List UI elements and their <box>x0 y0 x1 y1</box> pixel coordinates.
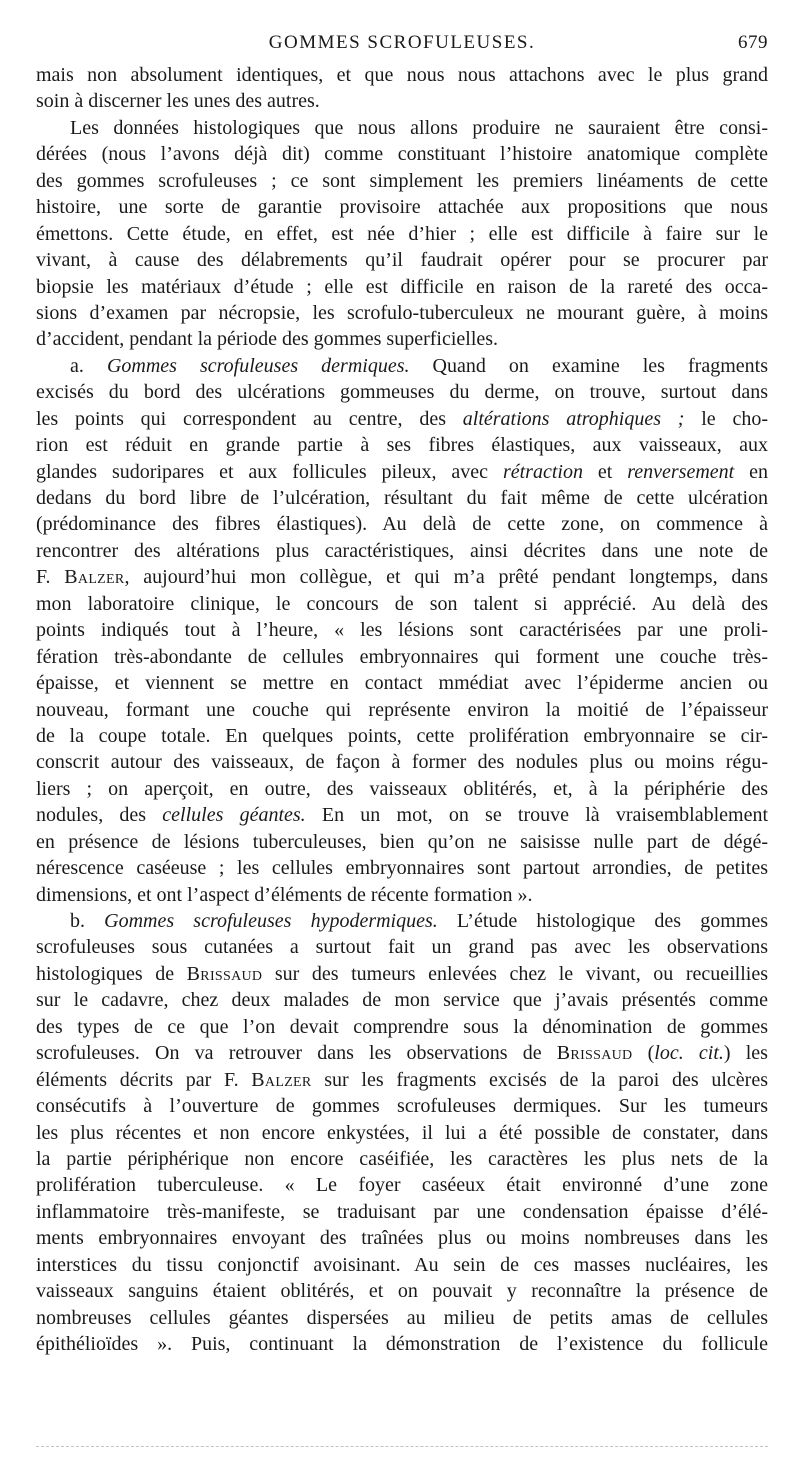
running-head <box>36 32 768 58</box>
text-line: épaisse, et viennent se mettre en contact mmédiat avec l’épiderme ancien ou <box>36 672 768 695</box>
text-run: ) les <box>723 1042 768 1065</box>
footer-rule <box>36 1446 768 1447</box>
section-label: a. <box>70 354 107 377</box>
text-line <box>36 564 768 590</box>
text-line: interstices du tissu conjonctif avoisinant. Au sein de ces masses nucléaires, les <box>36 1253 768 1276</box>
italic-term: rétraction <box>502 460 583 483</box>
text-line: ments embryonnaires envoyant des traînées plus ou moins nombreuses dans les <box>36 1227 768 1250</box>
text-line: vaisseaux sanguins étaient oblitérés, et on pouvait y reconnaître la présence de <box>36 1280 768 1303</box>
text-run: en <box>734 460 768 483</box>
text-line: mais non absolument identiques, et que nous nous attachons avec le plus grand <box>36 64 768 86</box>
text-line: la partie périphérique non encore caséifiée, les caractères les plus nets de la <box>36 1147 768 1170</box>
text-run: et <box>582 460 628 483</box>
text-run: , aujourd’hui mon collègue, et qui m’a prêté pendant longtemps, dans <box>124 566 768 589</box>
text-line: nérescence caséeuse ; les cellules embryonnaires sont partout arrondies, de petites <box>36 857 768 880</box>
text-line: fération très-abondante de cellules embryonnaires qui forment une couche très- <box>36 645 768 668</box>
text-line: prolifération tuberculeuse. « Le foyer caséeux était environné d’une zone <box>36 1174 768 1197</box>
text-line <box>36 802 768 828</box>
text-line: points indiqués tout à l’heure, « les lésions sont caractérisées par une proli- <box>36 619 768 642</box>
author-name: Balzer <box>64 566 125 589</box>
text-line: rencontrer des altérations plus caractéristiques, ainsi décrites dans une note de <box>36 539 768 562</box>
text-line: conscrit autour des vaisseaux, de façon à former des nodules plus ou moins régu- <box>36 751 768 774</box>
text-line: nombreuses cellules géantes dispersées au milieu de petits amas de cellules <box>36 1306 768 1329</box>
text-line: scrofuleuses sous cutanées a surtout fait un grand pas avec les observations <box>36 936 768 959</box>
text-line: émettons. Cette étude, en effet, est née d’hier ; elle est difficile à faire sur le <box>36 222 768 245</box>
text-line: sur le cadavre, chez deux malades de mon service que j’avais présentés comme <box>36 989 768 1012</box>
text-line <box>36 459 768 485</box>
text-line: vivant, à cause des délabrements qu’il faudrait opérer pour se procurer par <box>36 249 768 272</box>
text-run: ( <box>632 1042 655 1065</box>
italic-term: cellules géantes. <box>162 804 306 827</box>
text-run: F. <box>36 566 65 589</box>
text-line <box>36 961 768 987</box>
text-line <box>36 1040 768 1066</box>
text-line: liers ; on aperçoit, en outre, des vaisseaux oblitérés, et, à la périphérie des <box>36 777 768 800</box>
text-line: histoire, une sorte de garantie provisoire attachée aux propositions que nous <box>36 196 768 219</box>
text-line: mon laboratoire clinique, le concours de son talent si apprécié. Au delà des <box>36 592 768 615</box>
page-number: 679 <box>738 32 768 53</box>
text-line: (prédominance des fibres élastiques). Au delà de cette zone, on commence à <box>36 513 768 536</box>
text-line: dérées (nous l’avons déjà dit) comme constituant l’histoire anatomique complète <box>36 143 768 166</box>
text-line: des gommes scrofuleuses ; ce sont simplement les premiers linéaments de cette <box>36 169 768 192</box>
section-heading: Gommes scrofuleuses hypodermiques. <box>104 910 438 932</box>
text-line: les plus récentes et non encore enkystées, il lui a été possible de constater, dans <box>36 1121 768 1144</box>
body-text <box>36 62 768 1357</box>
text-line: dimensions, et ont l’aspect d’éléments de récente formation ». <box>36 883 533 906</box>
text-run: le cho- <box>684 407 768 430</box>
text-line-section-b <box>36 908 768 934</box>
text-line: de la coupe totale. En quelques points, cette prolifération embryonnaire se cir- <box>36 724 768 747</box>
text-run: nodules, des <box>36 804 163 827</box>
running-title: GOMMES SCROFULEUSES. <box>268 32 536 53</box>
text-run: Quand on examine les fragments <box>409 354 768 377</box>
author-name: Brissaud <box>556 1042 633 1065</box>
text-run: histologiques de <box>36 962 187 985</box>
text-run: les points qui correspondent au centre, des <box>36 407 463 430</box>
text-line: excisés du bord des ulcérations gommeuses du derme, on trouve, surtout dans <box>36 381 768 404</box>
text-line: consécutifs à l’ouverture de gommes scrofuleuses dermiques. Sur les tumeurs <box>36 1095 768 1118</box>
text-line: rion est réduit en grande partie à ses fibres élastiques, aux vaisseaux, aux <box>36 434 768 457</box>
text-line <box>36 406 768 432</box>
italic-citation: loc. cit. <box>654 1042 724 1065</box>
text-run: L’étude histologique des gommes <box>437 910 768 932</box>
text-line: soin à discerner les unes des autres. <box>36 90 320 113</box>
text-line-section-a <box>36 353 768 379</box>
text-run: glandes sudoripares et aux follicules pileux, avec <box>36 460 503 483</box>
text-line: en présence de lésions tuberculeuses, bien qu’on ne saisisse nulle part de dégé- <box>36 830 768 853</box>
text-line: des types de ce que l’on devait comprendre sous la dénomination de gommes <box>36 1015 768 1038</box>
italic-term: altérations atrophiques ; <box>462 407 685 430</box>
text-line <box>36 1067 768 1093</box>
author-name: Brissaud <box>186 962 263 985</box>
text-line: Les données histologiques que nous allons produire ne sauraient être consi- <box>70 116 768 139</box>
author-name: Balzer <box>251 1068 312 1091</box>
text-line: inflammatoire très-manifeste, se traduisant par une condensation épaisse d’élé- <box>36 1200 768 1223</box>
section-label: b. <box>70 910 105 932</box>
text-line: biopsie les matériaux d’étude ; elle est difficile en raison de la rareté des occa- <box>36 275 768 298</box>
text-line: dedans du bord libre de l’ulcération, résultant du fait même de cette ulcération <box>36 487 768 509</box>
italic-term: renversement <box>627 460 735 483</box>
text-line: épithélioïdes ». Puis, continuant la démonstration de l’existence du follicule <box>36 1333 768 1355</box>
section-heading: Gommes scrofuleuses dermiques. <box>106 354 410 377</box>
text-run: sur les fragments excisés de la paroi des ulcères <box>311 1068 768 1091</box>
text-run: En un mot, on se trouve là vraisemblablement <box>305 804 768 827</box>
text-run: sur des tumeurs enlevées chez le vivant, ou recueillies <box>262 962 768 985</box>
text-run: scrofuleuses. On va retrouver dans les observations de <box>36 1042 557 1065</box>
text-line: d’accident, pendant la période des gommes superficielles. <box>36 328 499 351</box>
text-run: éléments décrits par F. <box>36 1068 252 1091</box>
text-line: nouveau, formant une couche qui représente environ la moitié de l’épaisseur <box>36 698 768 721</box>
text-line: sions d’examen par nécropsie, les scrofulo-tuberculeux ne mourant guère, à moins <box>36 301 768 324</box>
